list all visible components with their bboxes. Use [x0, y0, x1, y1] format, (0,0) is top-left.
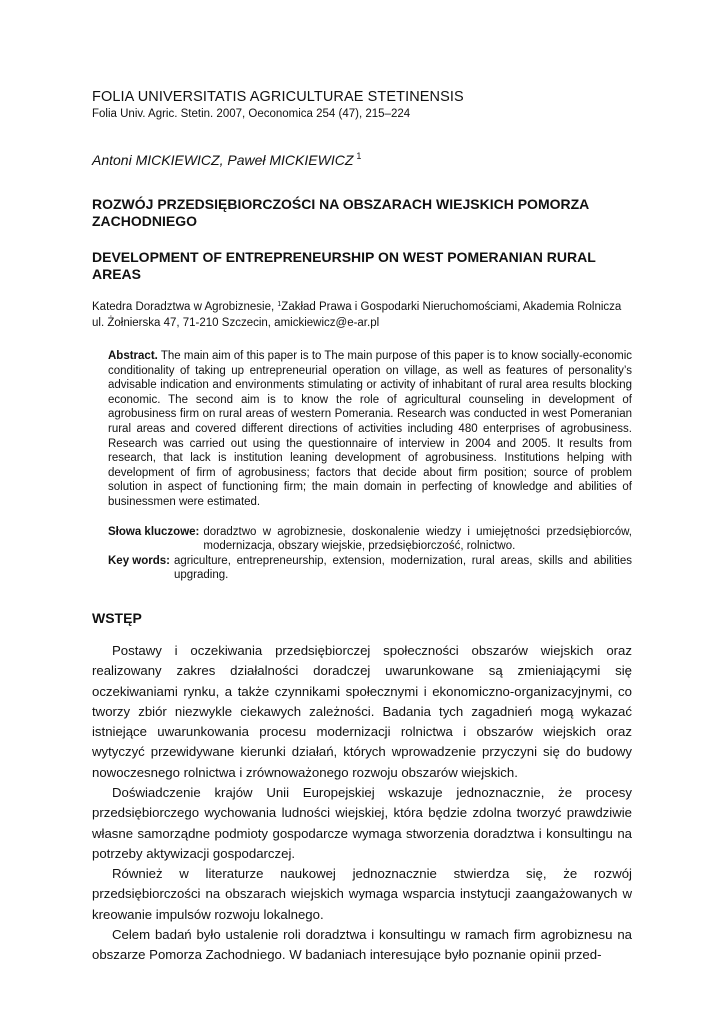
body-paragraph: Doświadczenie krajów Unii Europejskiej wskazuje jednoznacznie, że procesy przedsiębiorczego wychowania ludności wiejskiej, która będzie zdolna tworzyć prawdziwie własne samorządne podmioty gospodarcze wymaga stworzenia doradztwa i konsultingu na potrzeby aktywizacji gospodarczej. — [92, 784, 632, 861]
keywords-english-label: Key words: — [108, 554, 170, 567]
keywords-english-text: agriculture, entrepreneurship, extension, modernization, rural areas, skills and abilities upgrading. — [174, 554, 632, 582]
title-english: DEVELOPMENT OF ENTREPRENEURSHIP ON WEST POMERANIAN RURAL AREAS — [92, 249, 596, 282]
affiliation-address: ul. Żołnierska 47, 71-210 Szczecin, amickiewicz@e-ar.pl — [92, 317, 380, 329]
affiliation-dept: Katedra Doradztwa w Agrobiznesie, — [92, 301, 278, 313]
abstract — [108, 349, 632, 510]
affiliation-sup: 1 — [277, 301, 282, 308]
abstract-label: Abstract. — [108, 350, 158, 362]
authors-line — [92, 147, 632, 169]
keywords-polish-label: Słowa kluczowe: — [108, 525, 200, 538]
abstract-text: The main aim of this paper is to The main purpose of this paper is to know socially-economic conditionality of taking up entrepreneurial operation on village, as well as features of personality’s advisable indication and environments stimulating or activity of inhabitant of rural area results blocking economic. The second aim is to know the role of agricultural counseling in development of agrobusiness firm on rural areas of western Pomerania. Research was conducted in west Pomeranian rural areas and covered different directions of activities including 480 enterprises of agrobusiness. Research was carried out using the questionnaire of interview in 2004 and 2005. It results from research, that lack is institution leaning development of agrobusiness. Institutions helping with development of firm of agrobusiness; factors that decide about firm position; source of problem solution in aspect of functioning firm; the main domain in perfecting of knowledge and abilities of businessmen were estimated. — [108, 350, 632, 508]
journal-citation: Folia Univ. Agric. Stetin. 2007, Oeconomica 254 (47), 215–224 — [92, 108, 411, 120]
body-paragraph: Również w literaturze naukowej jednoznacznie stwierdza się, że rozwój przedsiębiorczości na obszarach wiejskich wymaga wsparcia instytucji zaangażowanych w kreowanie impulsów rozwoju lokalnego. — [92, 866, 632, 922]
journal-name: FOLIA UNIVERSITATIS AGRICULTURAE STETINENSIS — [92, 89, 464, 105]
keywords-polish-text: doradztwo w agrobiznesie, doskonalenie wiedzy i umiejętności przedsiębiorców, modernizacja, obszary wiejskie, przedsiębiorczość, rolnictwo. — [203, 525, 632, 553]
section-body — [92, 641, 632, 966]
keywords-polish — [108, 525, 632, 554]
keywords-english — [108, 554, 632, 583]
author-names: Antoni MICKIEWICZ, Paweł MICKIEWICZ — [92, 152, 354, 168]
author-footnote-mark: 1 — [356, 151, 362, 161]
body-paragraph: Celem badań było ustalenie roli doradztwa i konsultingu w ramach firm agrobiznesu na obszarze Pomorza Zachodniego. W badaniach interesujące było poznanie opinii przed- — [92, 927, 632, 963]
body-paragraph: Postawy i oczekiwania przedsiębiorczej społeczności obszarów wiejskich oraz realizowany zakres działalności doradczej uwarunkowane są zmieniającymi się oczekiwaniami rynku, a także czynnikami społecznymi i ekonomiczno-organizacyjnymi, co tworzy zbiór niezwykle ciekawych zależności. Badania tych zagadnień mogą wykazać istniejące uwarunkowania procesu modernizacji rolnictwa i obszarów wiejskich oraz wytyczyć przewidywane kierunki działań, których wprowadzenie przyczyni się do budowy nowoczesnego rolnictwa i zrównoważonego rozwoju obszarów wiejskich. — [92, 642, 632, 780]
section-heading: WSTĘP — [92, 609, 142, 626]
affiliation-line — [92, 297, 632, 315]
title-polish: ROZWÓJ PRZEDSIĘBIORCZOŚCI NA OBSZARACH WIEJSKICH POMORZA ZACHODNIEGO — [92, 196, 589, 229]
affiliation — [92, 297, 632, 331]
affiliation-institute: Zakład Prawa i Gospodarki Nieruchomościami, Akademia Rolnicza — [281, 301, 622, 313]
keywords-block — [108, 525, 632, 583]
